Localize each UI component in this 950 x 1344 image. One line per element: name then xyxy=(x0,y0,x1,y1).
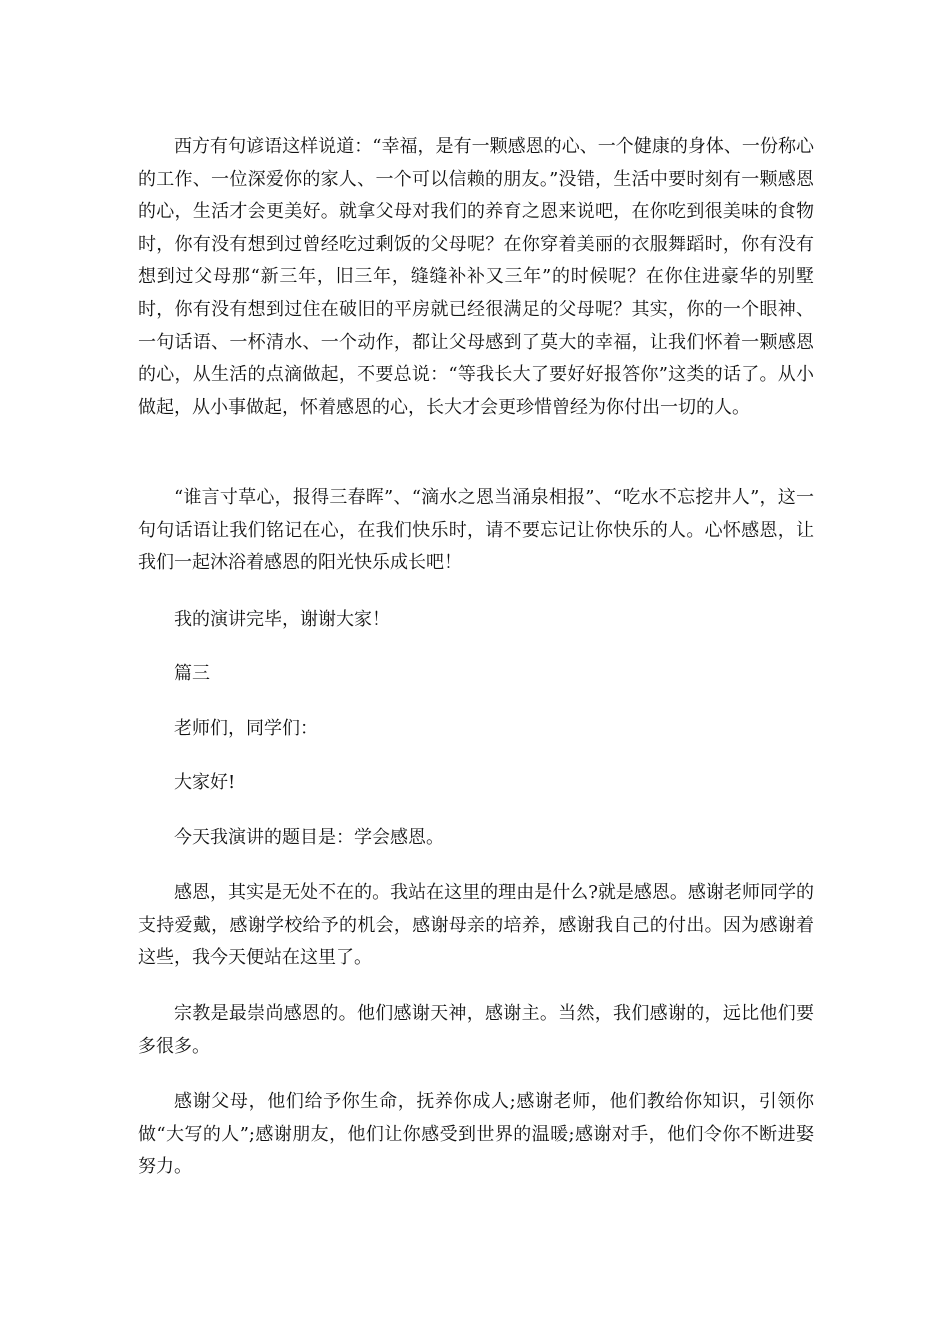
paragraph-thanks-list: 感谢父母，他们给予你生命，抚养你成人;感谢老师，他们教给你知识，引领你做“大写的人”;感谢朋友，他们让你感受到世界的温暖;感谢对手，他们令你不断进娶努力。 xyxy=(138,1091,814,1178)
paragraph-proverb: 西方有句谚语这样说道：“幸福，是有一颗感恩的心、一个健康的身体、一份称心的工作、一位深爱你的家人、一个可以信赖的朋友。”没错，生活中要时刻有一颗感恩的心，生活才会更美好。就拿父母对我们的养育之恩来说吧，在你吃到很美味的食物时，你有没有想到过曾经吃过剩饭的父母呢？在你穿着美丽的衣服舞蹈时，你有没有想到过父母那“新三年，旧三年，缝缝补补又三年”的时候呢？在你住进豪华的别墅时，你有没有想到过住在破旧的平房就已经很满足的父母呢？其实，你的一个眼神、一句话语、一杯清水、一个动作，都让父母感到了莫大的幸福，让我们怀着一颗感恩的心，从生活的点滴做起，不要总说：“等我长大了要好好报答你”这类的话了。从小做起，从小事做起，怀着感恩的心，长大才会更珍惜曾经为你付出一切的人。 xyxy=(138,136,814,418)
paragraph-closing: 我的演讲完毕，谢谢大家！ xyxy=(174,609,390,630)
section-heading: 篇三 xyxy=(174,663,210,684)
paragraph-religion: 宗教是最崇尚感恩的。他们感谢天神，感谢主。当然，我们感谢的，远比他们要多很多。 xyxy=(138,1003,814,1057)
paragraph-greeting-audience: 老师们，同学们： xyxy=(174,718,318,739)
paragraph-topic: 今天我演讲的题目是：学会感恩。 xyxy=(174,827,444,848)
paragraph-hello: 大家好! xyxy=(174,772,236,793)
paragraph-gratitude: 感恩，其实是无处不在的。我站在这里的理由是什么?就是感恩。感谢老师同学的支持爱戴，感谢学校给予的机会，感谢母亲的培养，感谢我自己的付出。因为感谢着这些，我今天便站在这里了。 xyxy=(138,882,814,969)
paragraph-quotes: “谁言寸草心，报得三春晖”、“滴水之恩当涌泉相报”、“吃水不忘挖井人”，这一句句话语让我们铭记在心，在我们快乐时，请不要忘记让你快乐的人。心怀感恩，让我们一起沐浴着感恩的阳光快乐成长吧！ xyxy=(138,487,814,574)
